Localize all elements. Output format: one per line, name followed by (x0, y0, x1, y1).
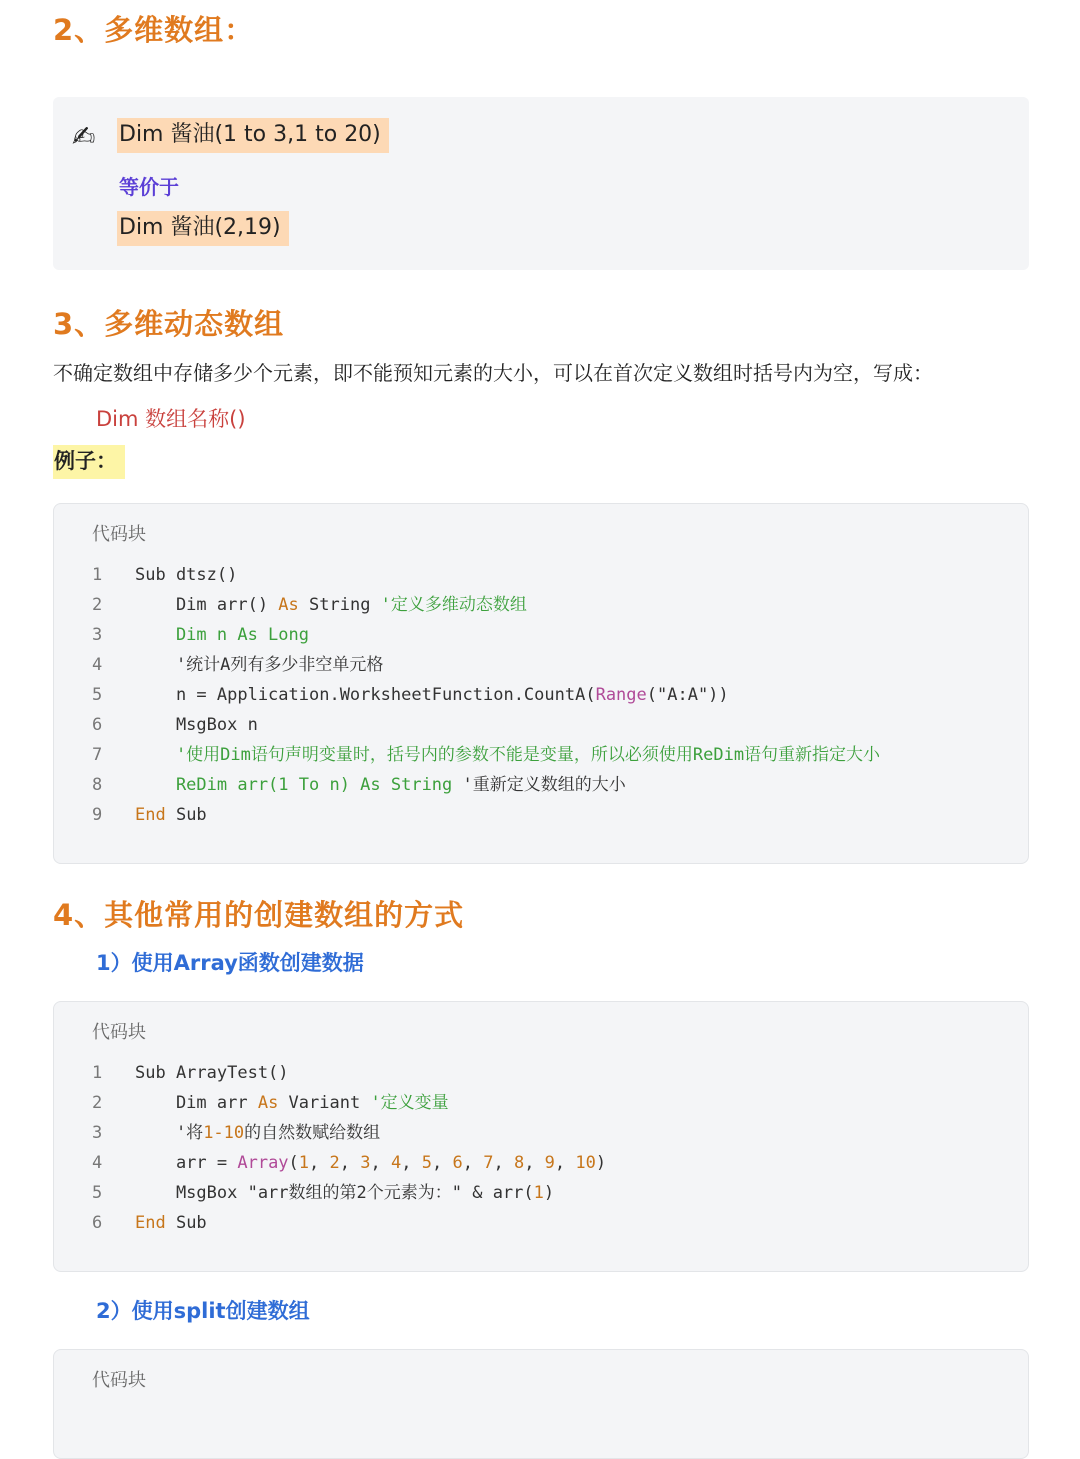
code-token: Sub (165, 1213, 207, 1233)
code-token: End (135, 805, 166, 825)
example-label: 例子： (53, 445, 125, 479)
code-token: Variant (278, 1093, 371, 1113)
line-number: 5 (92, 1183, 103, 1203)
code-token: 4 (391, 1153, 402, 1173)
code-token: , (401, 1153, 422, 1173)
line-number: 1 (92, 565, 103, 585)
code-text (135, 650, 383, 680)
code-block-2 (53, 1001, 1029, 1272)
code-text (135, 680, 729, 710)
line-number: 1 (92, 1063, 103, 1083)
code-line (54, 560, 1028, 590)
code-text (135, 1088, 449, 1118)
code-text (135, 1208, 207, 1238)
code-text (135, 710, 258, 740)
code-line (54, 740, 1028, 770)
code-line (54, 620, 1028, 650)
code-token: 7 (483, 1153, 494, 1173)
line-number: 6 (92, 1213, 103, 1233)
code-block-title: 代码块 (92, 1022, 146, 1043)
code-token: 9 (544, 1153, 555, 1173)
code-block-3 (53, 1349, 1029, 1459)
code-token: '定义变量 (370, 1093, 449, 1113)
code-token: Sub dtsz() (135, 565, 238, 585)
line-number: 3 (92, 1123, 103, 1143)
code-text (135, 1148, 606, 1178)
code-text (135, 560, 237, 590)
code-token: 8 (513, 1153, 525, 1173)
code-token: ( (288, 1153, 299, 1173)
code-token: , (309, 1153, 330, 1173)
code-token: , (554, 1153, 576, 1173)
code-text (135, 1118, 380, 1148)
code-block-title: 代码块 (92, 524, 146, 545)
subheading-split: 2）使用split创建数组 (96, 1299, 310, 1323)
code-token: As (257, 1093, 279, 1113)
code-line (54, 1148, 1028, 1178)
code-text (135, 770, 626, 800)
code-token: End (135, 1213, 166, 1233)
section-4-heading: 4、其他常用的创建数组的方式 (53, 898, 465, 932)
code-text (135, 590, 527, 620)
code-token: ) (543, 1183, 555, 1203)
code-line (54, 590, 1028, 620)
code-line (54, 1208, 1028, 1238)
line-number: 2 (92, 1093, 103, 1113)
code-token: String (298, 595, 381, 615)
code-block-title: 代码块 (92, 1370, 146, 1391)
code-text (135, 1058, 289, 1088)
syntax-example: Dim 数组名称() (96, 407, 246, 431)
code-token: , (462, 1153, 484, 1173)
code-token: '重新定义数组的大小 (462, 775, 626, 795)
code-line (54, 650, 1028, 680)
code-token: 6 (452, 1153, 463, 1173)
code-token: 10 (575, 1153, 596, 1173)
code-token: , (493, 1153, 514, 1173)
highlight-text: Dim 酱油(1 to 3,1 to 20) (117, 118, 389, 153)
code-token: 1 (533, 1183, 544, 1203)
line-number: 8 (92, 775, 103, 795)
subheading-array: 1）使用Array函数创建数据 (96, 951, 364, 975)
equivalent-label: 等价于 (119, 175, 179, 199)
code-token: Array (237, 1153, 289, 1173)
section-3-heading: 3、多维动态数组 (53, 307, 285, 341)
code-token: 的自然数赋给数组 (244, 1123, 381, 1143)
code-token: Dim arr (135, 1093, 258, 1113)
code-token: Sub ArrayTest() (135, 1063, 289, 1083)
code-line (54, 680, 1028, 710)
code-token: Dim n As Long (135, 625, 309, 645)
code-token: MsgBox n (135, 715, 258, 735)
line-number: 3 (92, 625, 103, 645)
callout-line-1 (117, 120, 389, 150)
line-number: 4 (92, 655, 103, 675)
code-token: , (339, 1153, 361, 1173)
code-text (135, 740, 880, 770)
code-text (135, 1178, 554, 1208)
line-number: 4 (92, 1153, 103, 1173)
code-token: '统计A列有多少非空单元格 (135, 655, 384, 675)
code-line (54, 710, 1028, 740)
code-token: Dim arr() (135, 595, 279, 615)
line-number: 6 (92, 715, 103, 735)
code-token: '将 (135, 1123, 204, 1143)
code-token: , (370, 1153, 391, 1173)
code-token: 1 (298, 1153, 310, 1173)
code-token: , (524, 1153, 545, 1173)
line-number: 9 (92, 805, 103, 825)
example-label-wrap (53, 446, 125, 476)
code-token: 3 (360, 1153, 371, 1173)
code-line (54, 770, 1028, 800)
code-token: 1-10 (203, 1123, 245, 1143)
code-token: As (278, 595, 299, 615)
code-token: , (431, 1153, 453, 1173)
code-token: arr = (135, 1153, 238, 1173)
code-token: Sub (165, 805, 207, 825)
code-lines (54, 1058, 1028, 1238)
writing-hand-icon: ✍ (72, 120, 96, 153)
callout-line-2 (117, 213, 289, 243)
line-number: 7 (92, 745, 103, 765)
code-token: '使用Dim语句声明变量时，括号内的参数不能是变量，所以必须使用ReDim语句重新指定大小 (135, 745, 881, 765)
code-block-1 (53, 503, 1029, 864)
section-2-heading: 2、多维数组： (53, 13, 255, 47)
line-number: 2 (92, 595, 103, 615)
code-token: 2 (329, 1153, 340, 1173)
code-token: ReDim arr(1 To n) As String (135, 775, 463, 795)
code-text (135, 620, 309, 650)
code-line (54, 1118, 1028, 1148)
code-token: '定义多维动态数组 (380, 595, 527, 615)
code-line (54, 1178, 1028, 1208)
code-line (54, 1088, 1028, 1118)
code-token: Range (595, 685, 647, 705)
code-line (54, 800, 1028, 830)
code-line (54, 1058, 1028, 1088)
code-token: 5 (421, 1153, 432, 1173)
code-token: ("A:A")) (646, 685, 729, 705)
line-number: 5 (92, 685, 103, 705)
section-3-description: 不确定数组中存储多少个元素，即不能预知元素的大小，可以在首次定义数组时括号内为空，写成： (53, 361, 933, 385)
code-text (135, 800, 207, 830)
code-lines (54, 560, 1028, 830)
code-token: MsgBox "arr数组的第2个元素为：" & arr( (135, 1183, 534, 1203)
code-token: ) (595, 1153, 607, 1173)
highlight-text: Dim 酱油(2,19) (117, 211, 289, 246)
code-token: n = Application.WorksheetFunction.CountA( (135, 685, 596, 705)
